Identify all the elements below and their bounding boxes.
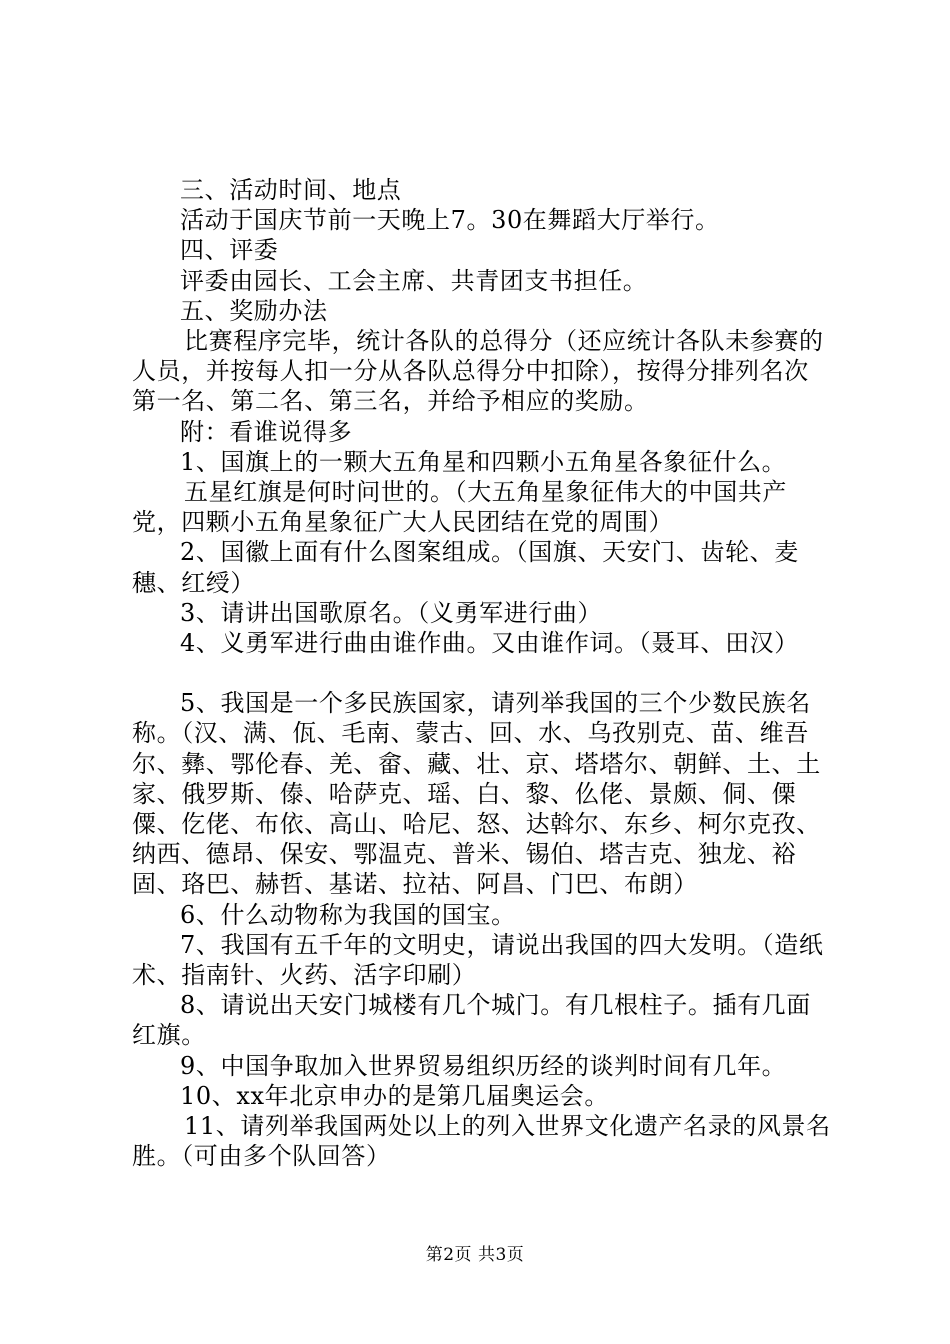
question-5: 5、我国是一个多民族国家，请列举我国的三个少数民族名称。（汉、满、佤、毛南、蒙古、回、水、乌孜别克、苗、维吾尔、彝、鄂伦春、羌、畲、藏、壮、京、塔塔尔、朝鲜、土、土家、俄罗斯、傣、哈萨克、瑶、白、黎、仫佬、景颇、侗、傈僳、仡佬、布依、高山、哈尼、怒、达斡尔、东乡、柯尔克孜、纳西、德昂、保安、鄂温克、普米、锡伯、塔吉克、独龙、裕固、珞巴、赫哲、基诺、拉祜、阿昌、门巴、布朗）	[132, 689, 821, 899]
question-7: 7、我国有五千年的文明史，请说出我国的四大发明。（造纸术、指南针、火药、活字印刷）	[132, 930, 824, 990]
question-1-answer: 五星红旗是何时问世的。（大五角星象征伟大的中国共产党，四颗小五角星象征广大人民团结在党的周围）	[132, 478, 787, 537]
document-body	[132, 175, 832, 1172]
question-4: 4、义勇军进行曲由谁作曲。又由谁作词。（聂耳、田汉）	[180, 629, 799, 658]
question-9: 9、中国争取加入世界贸易组织历经的谈判时间有几年。	[180, 1051, 787, 1080]
paragraph-time-location: 活动于国庆节前一天晚上7。30在舞蹈大厅举行。	[180, 206, 720, 235]
appendix-heading: 附：看谁说得多	[180, 417, 353, 446]
paragraph-awards: 比赛程序完毕，统计各队的总得分（还应统计各队未参赛的人员，并按每人扣一分从各队总得分中扣除），按得分排列名次第一名、第二名、第三名，并给予相应的奖励。	[132, 327, 824, 416]
question-1: 1、国旗上的一颗大五角星和四颗小五角星各象征什么。	[180, 447, 787, 476]
question-8: 8、请说出天安门城楼有几个城门。有几根柱子。插有几面红旗。	[132, 991, 811, 1050]
question-10: 10、xx年北京申办的是第几届奥运会。	[180, 1081, 610, 1110]
blank-line	[132, 658, 832, 688]
paragraph-judges: 评委由园长、工会主席、共青团支书担任。	[180, 266, 648, 295]
question-3: 3、请讲出国歌原名。（义勇军进行曲）	[180, 598, 603, 627]
question-11: 11、请列举我国两处以上的列入世界文化遗产名录的风景名胜。（可由多个队回答）	[132, 1112, 831, 1171]
question-2: 2、国徽上面有什么图案组成。（国旗、天安门、齿轮、麦穗、红绶）	[132, 538, 799, 597]
page-footer: 第2页 共3页	[425, 1245, 525, 1265]
section-heading-judges: 四、评委	[180, 236, 279, 265]
section-heading-awards: 五、奖励办法	[180, 296, 328, 325]
question-6: 6、什么动物称为我国的国宝。	[180, 900, 516, 929]
section-heading-time-location: 三、活动时间、地点	[180, 176, 402, 204]
